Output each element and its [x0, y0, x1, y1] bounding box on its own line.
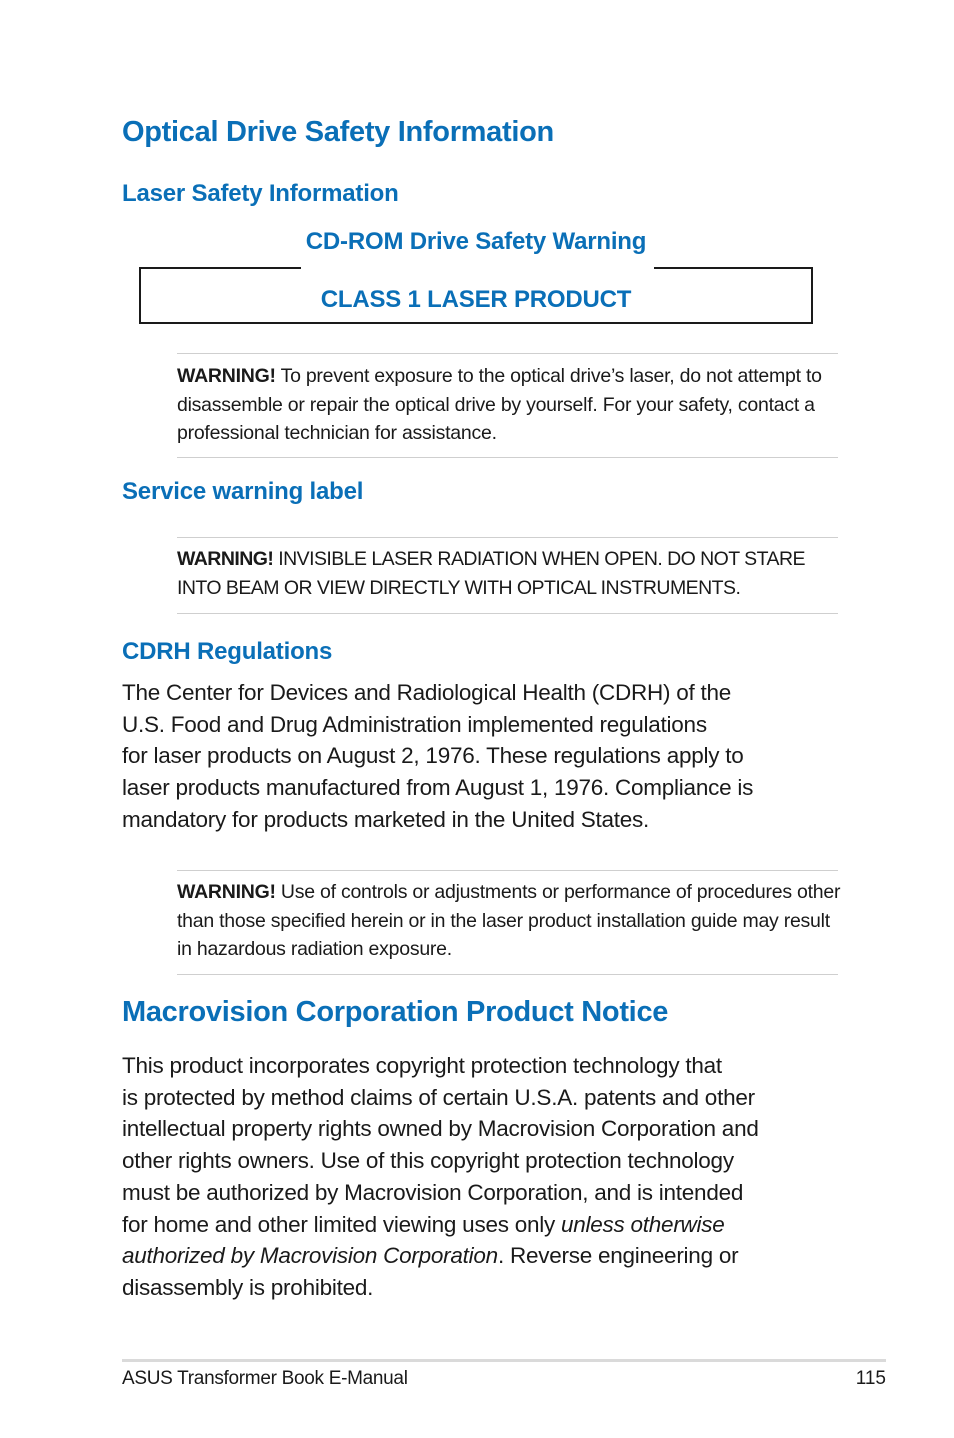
note-divider-bottom — [177, 613, 838, 614]
warning-label: WARNING! — [177, 881, 276, 903]
warning-text: INVISIBLE LASER RADIATION WHEN OPEN. DO NOT STARE INTO BEAM OR VIEW DIRECTLY WITH OPTICAL INSTRUMENTS. — [177, 548, 805, 599]
paragraph-line: other rights owners. Use of this copyright protection technology — [122, 1148, 734, 1174]
paragraph-line: is protected by method claims of certain U.S.A. patents and other — [122, 1084, 755, 1110]
paragraph-line: disassembly is prohibited. — [122, 1274, 374, 1300]
cdrh-heading: CDRH Regulations — [122, 638, 333, 665]
paragraph-line: laser products manufactured from August 1, 1976. Compliance is — [122, 775, 754, 801]
paragraph-line — [122, 1209, 832, 1241]
macrovision-heading: Macrovision Corporation Product Notice — [122, 996, 669, 1028]
service-warning-heading: Service warning label — [122, 478, 364, 505]
note-divider-bottom — [177, 457, 838, 458]
paragraph-line: This product incorporates copyright protection technology that — [122, 1053, 722, 1078]
warning-text: Use of controls or adjustments or performance of procedures other than those specified herein or in the laser product installation guide may result in hazardous radiation exposure. — [177, 881, 841, 960]
warning-label: WARNING! — [177, 548, 274, 570]
service-warning-note — [177, 545, 842, 602]
paragraph-line: mandatory for products marketed in the United States. — [122, 806, 650, 832]
paragraph-line: must be authorized by Macrovision Corporation, and is intended — [122, 1179, 744, 1205]
line-text: for home and other limited viewing uses only — [122, 1211, 561, 1237]
note-divider-top — [177, 353, 838, 354]
paragraph-line — [122, 1240, 832, 1272]
page-title: Optical Drive Safety Information — [122, 116, 554, 148]
laser-safety-heading: Laser Safety Information — [122, 180, 399, 207]
cdrh-paragraph — [122, 677, 832, 836]
italic-text: unless otherwise — [560, 1211, 725, 1237]
italic-text: authorized by Macrovision Corporation — [122, 1243, 498, 1269]
macrovision-paragraph — [122, 1050, 832, 1304]
line-text: . Reverse engineering or — [497, 1243, 739, 1269]
note-divider-top — [177, 870, 838, 871]
class-1-laser-product-label: CLASS 1 LASER PRODUCT — [320, 286, 632, 313]
cdrom-safety-warning-title: CD-ROM Drive Safety Warning — [305, 228, 647, 255]
paragraph-line: U.S. Food and Drug Administration implemented regulations — [122, 711, 707, 737]
footer-manual-name: ASUS Transformer Book E-Manual — [122, 1368, 408, 1389]
paragraph-line: The Center for Devices and Radiological Health (CDRH) of the — [122, 680, 732, 705]
footer-page-number: 115 — [855, 1368, 886, 1389]
note-divider-top — [177, 537, 838, 538]
warning-text: To prevent exposure to the optical drive’s laser, do not attempt to disassemble or repair the optical drive by yourself. For your safety, contact a professional technician for assistance. — [177, 365, 822, 444]
cdrh-warning-note — [177, 878, 842, 964]
paragraph-line: for laser products on August 2, 1976. These regulations apply to — [122, 743, 744, 769]
paragraph-line: intellectual property rights owned by Macrovision Corporation and — [122, 1116, 759, 1142]
note-divider-bottom — [177, 974, 838, 975]
warning-label: WARNING! — [177, 365, 276, 387]
footer-divider — [122, 1359, 886, 1362]
laser-warning-note — [177, 362, 842, 448]
